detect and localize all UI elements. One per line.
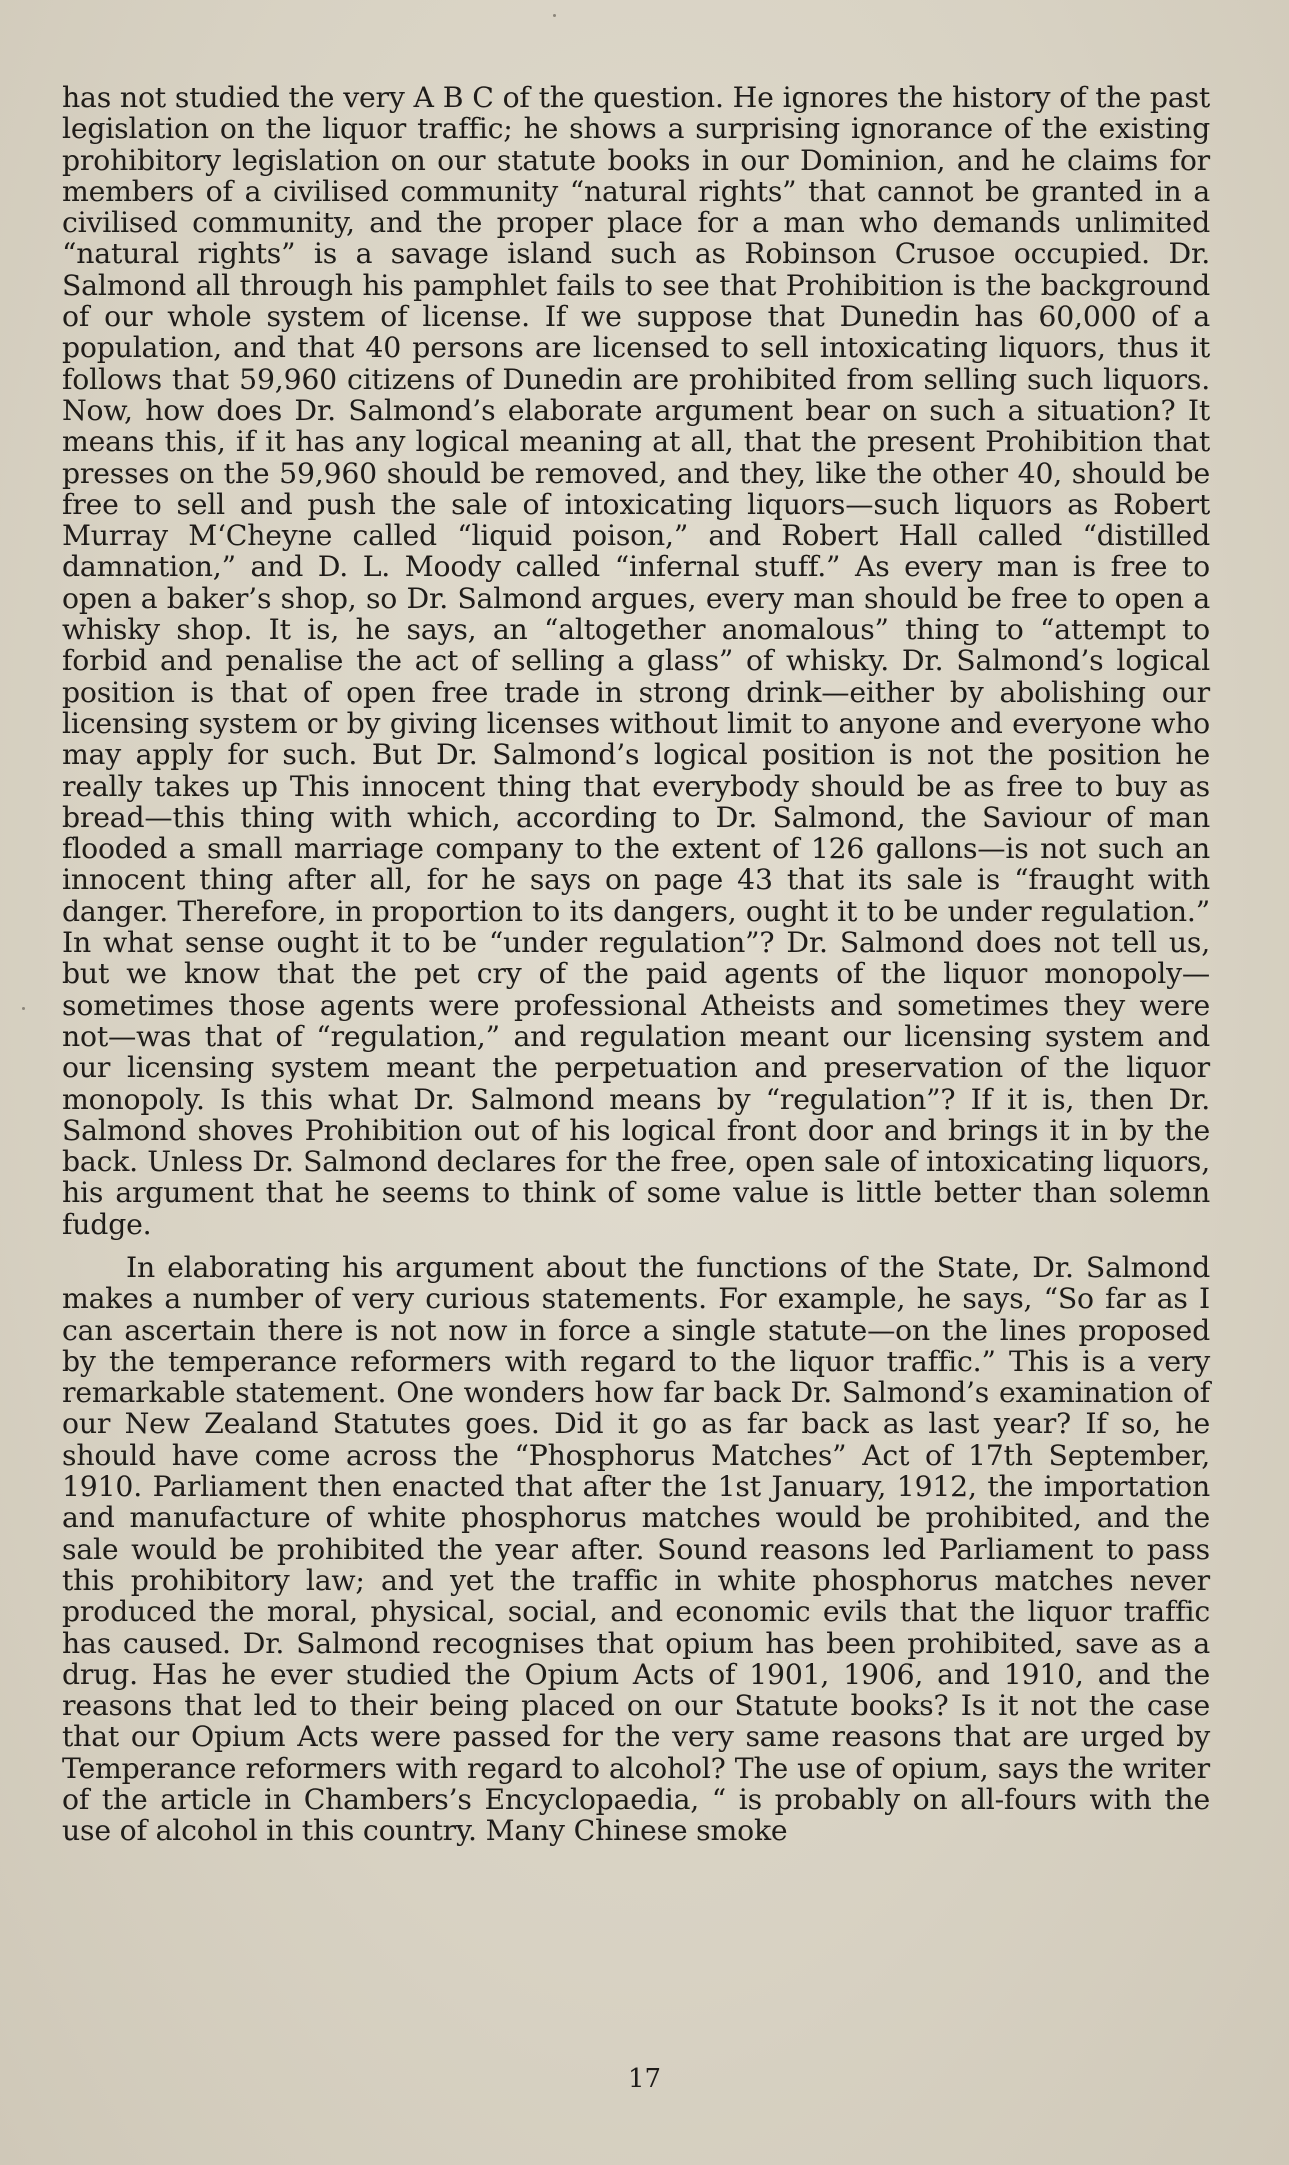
- page-number: 17: [627, 2064, 662, 2094]
- paper-speck: [22, 1007, 25, 1010]
- paper-speck: [553, 14, 556, 17]
- body-paragraph-2: In elaborating his argument about the functions of the State, Dr. Salmond makes a number of very curious statements. For example, he says, “So far as I can ascertain there is not now in force a single statute—on the lines proposed by the temperance reformers with regard to the liquor traffic.” This is a very remarkable statement. One wonders how far back Dr. Salmond’s examination of our New Zealand Statutes goes. Did it go as far back as last year? If so, he should have come across the “Phosphorus Matches” Act of 17th September, 1910. Parliament then enacted that after the 1st January, 1912, the importation and manufacture of white phosphorus matches would be prohibited, and the sale would be prohibited the year after. Sound reasons led Parliament to pass this prohibitory law; and yet the traffic in white phosphorus matches never produced the moral, physical, social, and economic evils that the liquor traffic has caused. Dr. Salmond recognises that opium has been prohibited, save as a drug. Has he ever studied the Opium Acts of 1901, 1906, and 1910, and the reasons that led to their being placed on our Statute books? Is it not the case that our Opium Acts were passed for the very same reasons that are urged by Temperance reformers with regard to alcohol? The use of opium, says the writer of the article in Chambers’s Encyclopaedia, “ is probably on all-fours with the use of alcohol in this country. Many Chinese smoke: [62, 1250, 1210, 1848]
- body-paragraph-1: has not studied the very A B C of the question. He ignores the history of the past legislation on the liquor traffic; he shows a surprising ignorance of the existing prohibitory legislation on our statute books in our Dominion, and he claims for members of a civilised community “natural rights” that cannot be granted in a civilised community, and the proper place for a man who demands unlimited “natural rights” is a savage island such as Robinson Crusoe occupied. Dr. Salmond all through his pamphlet fails to see that Prohibition is the background of our whole system of license. If we suppose that Dunedin has 60,000 of a population, and that 40 persons are licensed to sell intoxicating liquors, thus it follows that 59,960 citizens of Dunedin are prohibited from selling such liquors. Now, how does Dr. Salmond’s elaborate argument bear on such a situation? It means this, if it has any logical meaning at all, that the present Prohibition that presses on the 59,960 should be removed, and they, like the other 40, should be free to sell and push the sale of intoxicating liquors—such liquors as Robert Murray M‘Cheyne called “liquid poison,” and Robert Hall called “distilled damnation,” and D. L. Moody called “infernal stuff.” As every man is free to open a baker’s shop, so Dr. Salmond argues, every man should be free to open a whisky shop. It is, he says, an “altogether anomalous” thing to “attempt to forbid and penalise the act of selling a glass” of whisky. Dr. Salmond’s logical position is that of open free trade in strong drink—either by abolishing our licensing system or by giving licenses without limit to anyone and everyone who may apply for such. But Dr. Salmond’s logical position is not the position he really takes up This innocent thing that everybody should be as free to buy as bread—this thing with which, according to Dr. Salmond, the Saviour of man flooded a small marriage company to the extent of 126 gallons—is not such an innocent thing after all, for he says on page 43 that its sale is “fraught with danger. Therefore, in proportion to its dangers, ought it to be under regulation.” In what sense ought it to be “under regulation”? Dr. Salmond does not tell us, but we know that the pet cry of the paid agents of the liquor monopoly—sometimes those agents were professional Atheists and sometimes they were not—was that of “regulation,” and regulation meant our licensing system and our licensing system meant the perpetuation and preservation of the liquor monopoly. Is this what Dr. Salmond means by “regulation”? If it is, then Dr. Salmond shoves Prohibition out of his logical front door and brings it in by the back. Unless Dr. Salmond declares for the free, open sale of intoxicating liquors, his argument that he seems to think of some value is little better than solemn fudge.: [62, 81, 1210, 1241]
- page-body: [62, 82, 1210, 1847]
